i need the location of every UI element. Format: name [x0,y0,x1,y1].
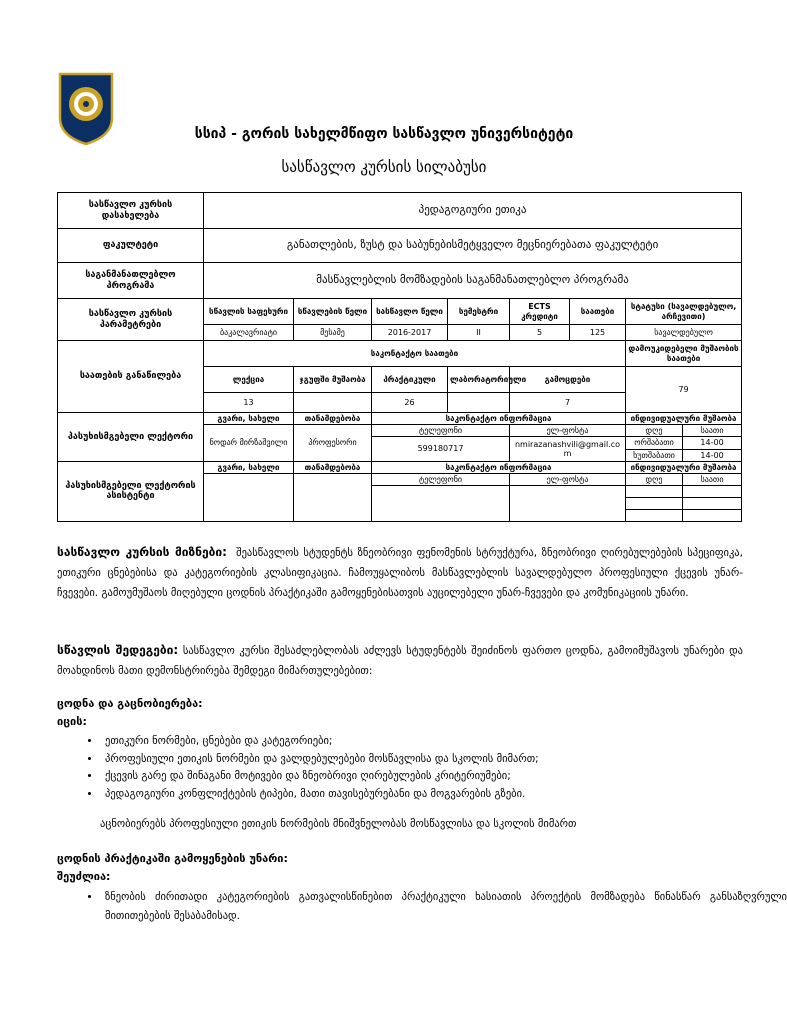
param-value: II [448,325,510,341]
goals-text: შეასწავლოს სტუდენტს ზნეობრივი ფენომენის სტრუქტურა, ზნეობრივი ღირებულებების სპეციფიკა, ეთიკური ცნებებისა და კატეგორიების კლასიფიკაცია. ჩამოუყალიბოს მასწავლებლის სავალდებულო პროფესიული ქცევის უნარ- ჩვევები. გამოუმუშაოს მიღებული ცოდნის პრაქტიკაში გამოყენებისათვის აუცილებელი უნარ-ჩვევები და კომუნიკაციის უნარი. [57,547,743,599]
email-col-header: ელ-ფოსტა [510,473,626,485]
hours-header: ჯგუფში მუშაობა [294,367,372,393]
param-value: სავალდებულო [626,325,742,341]
assistant-name [204,473,294,521]
param-value: ბაკალავრიატი [204,325,294,341]
syllabus-table [57,192,742,522]
list-item: • პროფესიული ეთიკის ნორმები და ვალდებულებები მოსწავლისა და სკოლის მიმართ; [101,751,787,769]
program-label: საგანმანათლებლო პროგრამა [58,263,204,299]
param-header: სემესტრი [448,299,510,325]
hours-header: ლექცია [204,367,294,393]
list-item: • ზნეობის ძირითადი კატეგორიების გათვალისწინებით პრაქტიკული ხასიათის პროექტის მომზადება წინასწარ განსაზღვრული მითითებების შესაბამისად. [101,888,787,926]
day-col-header: დღე [626,473,683,485]
course-name-label: სასწავლო კურსის დასახელება [58,193,204,229]
independent-hours-header: დამოუკიდებელი მუშაობის საათები [626,341,742,367]
schedule-time [683,510,742,522]
lecturer-position: პროფესორი [294,425,372,462]
hours-value: 7 [510,393,626,413]
skills-heading: ცოდნის პრაქტიკაში გამოყენების უნარი: [57,852,288,865]
list-item: • პედაგოგიური კონფლიქტების ტიპები, მათი თავისებურებანი და მოგვარების გზები. [101,786,787,804]
list-item: • ქცევის გარე და შინაგანი მოტივები და ზნეობრივი ღირებულების კრიტერიუმები; [101,768,787,786]
schedule-time: 14-00 [683,437,742,449]
schedule-day [626,498,683,510]
assistant-email [510,486,626,522]
document-title: სასწავლო კურსის სილაბუსი [281,158,487,176]
schedule-day: ხუთშაბათი [626,449,683,461]
lecturer-phone: 599180717 [372,437,510,461]
params-label: სასწავლო კურსის პარამეტრები [58,299,204,341]
phone-col-header: ტელეფონი [372,473,510,485]
email-col-header: ელ-ფოსტა [510,425,626,437]
param-header: სწავლის საფეხური [204,299,294,325]
hours-header: პრაქტიკული [372,367,448,393]
outcomes-title: სწავლის შედეგები: [57,643,179,657]
lecturer-email: nmirazanashvili@gmail.com [510,437,626,461]
knowledge-list [57,733,787,803]
knowledge-subheading: იცის: [57,715,87,728]
param-header: საათები [570,299,626,325]
skills-list [57,888,787,926]
university-name: სსიპ - გორის სახელმწიფო სასწავლო უნივერსიტეტი [194,126,574,142]
independent-hours-value: 79 [626,367,742,413]
hours-value [294,393,372,413]
schedule-day: ორშაბათი [626,437,683,449]
schedule-day [626,486,683,498]
program-value: მასწავლებლის მომზადების საგანმანათლებლო პროგრამა [204,263,742,299]
faculty-value: განათლების, ზუსტ და საბუნებისმეტყველო მეცნიერებათა ფაკულტეტი [204,229,742,263]
contact-hours-header: საკონტაქტო საათები [204,341,626,367]
skills-subheading: შეუძლია: [57,870,111,883]
schedule-day [626,510,683,522]
hours-value: 26 [372,393,448,413]
param-header: სასწავლო წელი [372,299,448,325]
param-value: 2016-2017 [372,325,448,341]
hours-header: გამოცდები [510,367,626,393]
hours-value: 13 [204,393,294,413]
learning-outcomes [57,640,743,681]
goals-title: სასწავლო კურსის მიზნები: [57,545,227,559]
phone-col-header: ტელეფონი [372,425,510,437]
knowledge-note: აცნობიერებს პროფესიული ეთიკის ნორმების მნიშვნელობას მოსწავლისა და სკოლის მიმართ [100,818,577,830]
name-col-header: გვარი, სახელი [204,461,294,473]
param-value: მესამე [294,325,372,341]
time-col-header: საათი [683,425,742,437]
contact-info-header: საკონტაქტო ინფორმაცია [372,413,626,425]
schedule-time: 14-00 [683,449,742,461]
hours-value [448,393,510,413]
list-item: • ეთიკური ნორმები, ცნებები და კატეგორიები; [101,733,787,751]
assistant-phone [372,486,510,522]
hours-header: ლაბორატორიული [448,367,510,393]
course-name: პედაგოგიური ეთიკა [204,193,742,229]
param-header: სწავლების წელი [294,299,372,325]
knowledge-heading: ცოდნა და გაცნობიერება: [57,697,203,710]
time-col-header: საათი [683,473,742,485]
hours-label: საათების განაწილება [58,341,204,413]
outcomes-text: სასწავლო კურსი შესაძლებლობას აძლევს სტუდენტებს შეიძინოს ფართო ცოდნა, გამოიმუშავოს უნარები და მოახდინოს მათი დემონსტრირება შემდეგი მიმართულებებით: [57,645,743,677]
course-goals [57,542,743,603]
assistant-position [294,473,372,521]
individual-work-header: ინდივიდუალური მუშაობა [626,461,742,473]
schedule-time [683,498,742,510]
position-col-header: თანამდებობა [294,413,372,425]
param-value: 5 [510,325,570,341]
lecturer-name: ნოდარ მირზაშვილი [204,425,294,462]
day-col-header: დღე [626,425,683,437]
lecturer-label: პასუხისმგებელი ლექტორი [58,413,204,462]
param-value: 125 [570,325,626,341]
name-col-header: გვარი, სახელი [204,413,294,425]
param-header: ECTS კრედიტი [510,299,570,325]
assistant-label: პასუხისმგებელი ლექტორის ასისტენტი [58,461,204,521]
param-header: სტატუსი (სავალდებულო, არჩევითი) [626,299,742,325]
position-col-header: თანამდებობა [294,461,372,473]
schedule-time [683,486,742,498]
individual-work-header: ინდივიდუალური მუშაობა [626,413,742,425]
contact-info-header: საკონტაქტო ინფორმაცია [372,461,626,473]
faculty-label: ფაკულტეტი [58,229,204,263]
